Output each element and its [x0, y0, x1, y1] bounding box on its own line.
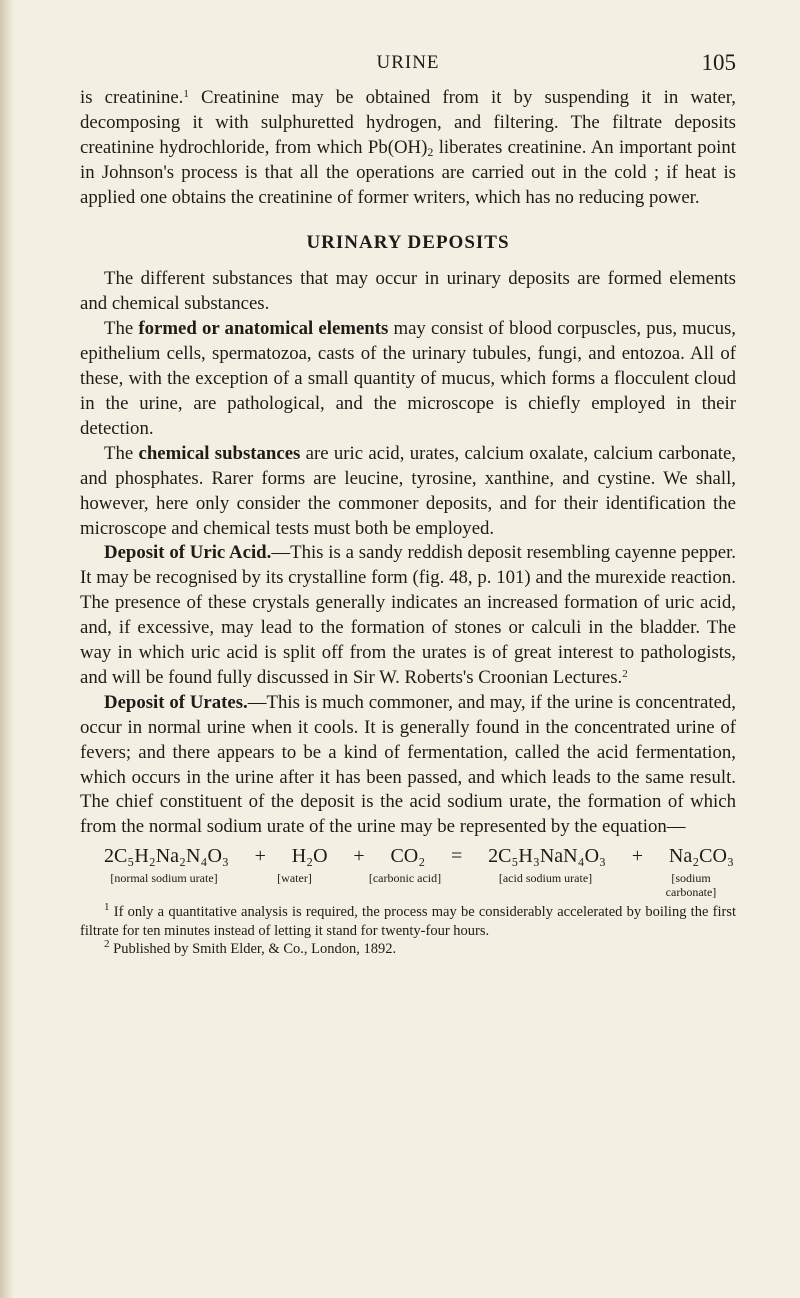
equation-operator: +	[631, 845, 644, 868]
term-chemical-substances: chemical substances	[138, 442, 301, 464]
intro-text-start: is creatinine.	[80, 87, 184, 108]
text: may consist of blood corpuscles, pus, mucus, epithelium cells, spermatozoa, casts of the urinary tubules, fungi, and entozoa. All of these, with the exception of a small quantity of mucus, which forms a flocculent cloud in the urine, are pathological, and the microscope is chiefly employed in their detection.	[80, 318, 736, 439]
term-uric-acid: Deposit of Uric Acid.	[104, 542, 272, 564]
footnote-mark: 1	[104, 901, 110, 914]
equation-operator: +	[353, 845, 365, 868]
footnote-ref-2: 2	[622, 667, 628, 680]
intro-paragraph	[80, 86, 736, 211]
footnote-text: If only a quantitative analysis is required, the process may be considerably accelerated by boiling the first filtrate for ten minutes instead of letting it stand for twenty-four hours.	[80, 904, 736, 939]
equation-term: Na₂CO₃	[668, 845, 734, 868]
paragraph-chemical-substances	[80, 442, 736, 542]
text: The	[104, 318, 139, 340]
equation-term: 2C₅H₂Na₂N₄O₃	[104, 845, 229, 868]
text: —This is a sandy reddish deposit resembling cayenne pepper. It may be recognised by its crystalline form (fig. 48, p. 101) and the murexide reaction. The presence of these crystals generally indicates an increased formation of uric acid, and, if excessive, may lead to the formation of stones or calculi in the bladder. The way in which uric acid is split off from the urates is of great interest to pathologists, and will be found fully discussed in Sir W. Roberts's Croonian Lectures.	[80, 542, 737, 688]
equation-term: H₂O	[291, 845, 328, 868]
equation-label: [water]	[277, 871, 312, 886]
intro-text-end: liberates creatinine. An important point in Johnson's process is that all the operations are carried out in the cold ; if heat is applied one obtains the creatinine of former writers, which has no reducing power.	[80, 136, 736, 208]
paragraph-uric-acid	[80, 541, 736, 690]
text: —This is much commoner, and may, if the urine is concentrated, occur in normal urine when it cools. It is generally found in the concentrated urine of fevers; and there appears to be a kind of fermentation, called the acid fermentation, which occurs in the urine after it has been passed, and which leads to the same result. The chief constituent of the deposit is the acid sodium urate, the formation of which from the normal sodium urate of the urine may be represented by the equation—	[80, 691, 736, 838]
equation-term: 2C₅H₃NaN₄O₃	[488, 845, 606, 868]
section-heading: URINARY DEPOSITS	[306, 231, 510, 253]
paragraph-formed-elements	[80, 317, 736, 442]
footnote-2	[80, 940, 736, 959]
paragraph-urates	[80, 691, 736, 840]
body-text	[80, 86, 736, 959]
equation-label: [normal sodium urate]	[110, 871, 218, 886]
term-urates: Deposit of Urates.	[104, 691, 248, 713]
page-number: 105	[701, 50, 736, 75]
paragraph-deposit-types: The different substances that may occur in urinary deposits are formed elements and chemical substances.	[80, 268, 736, 315]
equation-operator: +	[254, 845, 266, 868]
text: are uric acid, urates, calcium oxalate, calcium carbonate, and phosphates. Rarer forms are leucine, tyrosine, xanthine, and cystine. We shall, however, here only consider the commoner deposits, and for their identification the microscope and chemical tests must both be employed.	[80, 442, 736, 539]
footnotes	[80, 903, 736, 959]
page-edge-shadow	[0, 0, 14, 1298]
text: The	[104, 442, 139, 464]
equation-term: CO₂	[390, 845, 426, 868]
equation-operator: =	[451, 845, 463, 868]
equation-label: [acid sodium urate]	[498, 871, 593, 886]
term-formed-elements: formed or anatomical elements	[138, 318, 389, 340]
footnote-mark: 2	[104, 938, 110, 951]
footnote-1	[80, 903, 736, 940]
equation-label: [carbonic acid]	[368, 871, 442, 886]
equation-labels	[104, 871, 736, 899]
running-head: URINE	[376, 52, 440, 73]
intro-text-middle: Creatinine may be obtained from it by suspending it in water, decomposing it with sulphuretted hydrogen, and filtering. The filtrate deposits creatinine hydrochloride, from which Pb(OH)	[80, 87, 737, 158]
footnote-ref-1: 1	[183, 88, 189, 100]
page-header	[80, 50, 736, 80]
equation-label: [sodium carbonate]	[665, 871, 717, 900]
footnote-text: Published by Smith Elder, & Co., London, 1892.	[109, 941, 397, 958]
chemical-equation	[104, 844, 736, 869]
formula-subscript: 2	[427, 144, 434, 159]
